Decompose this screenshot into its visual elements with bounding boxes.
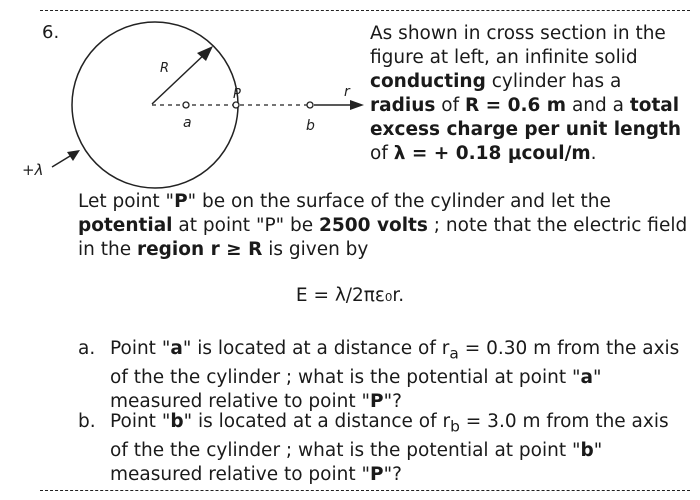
lambda-arrowhead [67,150,80,161]
problem-intro: As shown in cross section in the figure at left, an infinite solid conducting cylinder has a radius of R = 0.6 m and a total excess charge per unit length of λ = + 0.18 μcoul/m. [370,23,682,164]
question-a-label: a. [78,338,96,359]
question-a-text: Point "a" is located at a distance of $r_a = 0.30$ m from the axis of the the cylinder ; what is the potential at point "a" measured relative to point "P"? [110,338,680,412]
radius-arrow [152,52,207,104]
label-P: P [233,87,241,102]
problem-statement: Let point "P" be on the surface of the cylinder and let the potential at point "P" be 2500 volts ; note that the electric field in the region r ≥ R is given by [78,191,688,260]
label-a: a [183,115,192,131]
question-b-text: Point "b" is located at a distance of $r_b = 3.0$ m from the axis of the the cylinder ; what is the potential at point "b" measured relative to point "P"? [110,411,669,485]
label-r: r [344,84,350,100]
point-b-marker [307,102,313,108]
r-arrowhead [350,100,364,110]
bottom-divider [40,490,690,491]
question-b-label: b. [78,411,96,432]
field-equation: E = λ/2πε₀r. [295,285,405,306]
label-lambda: +λ [22,161,44,179]
cylinder-figure [0,0,370,215]
problem-number: 6. [42,22,60,43]
point-a-marker [183,102,189,108]
point-p-marker [233,102,239,108]
label-R: R [160,61,170,76]
label-b: b [306,118,315,134]
